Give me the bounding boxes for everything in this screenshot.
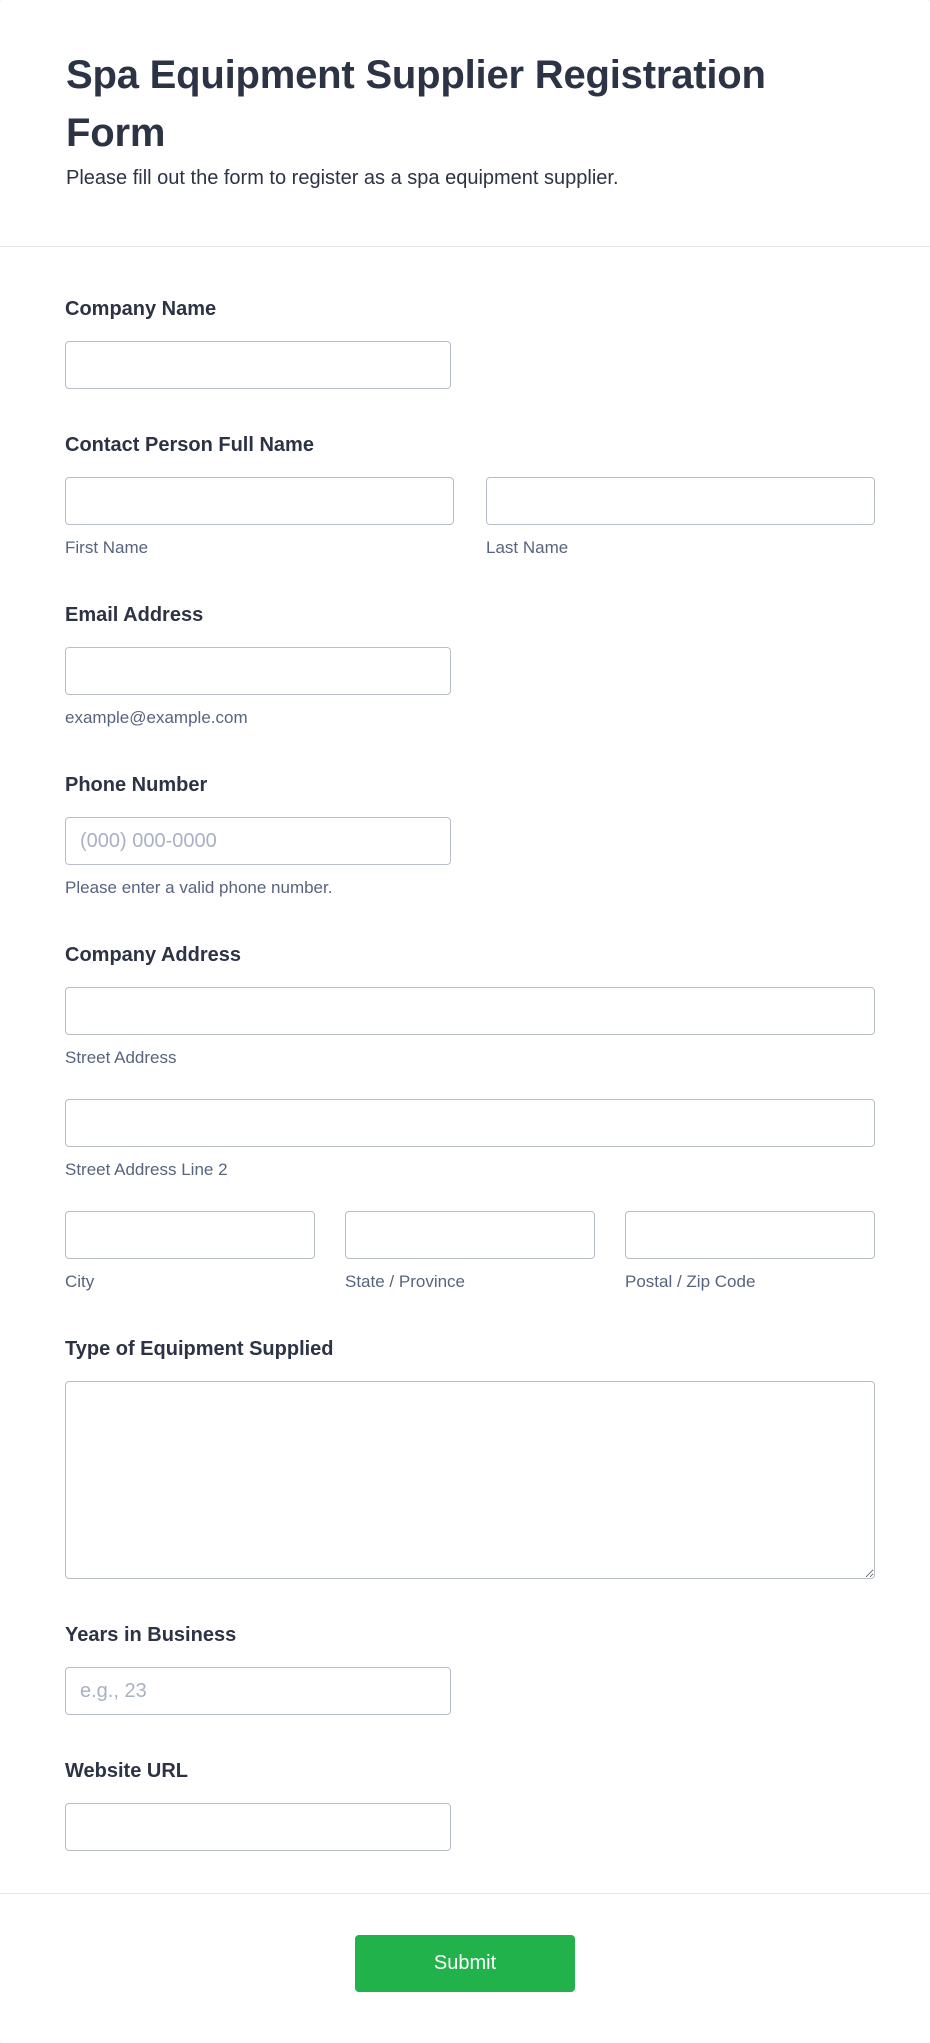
city-state-zip-row xyxy=(65,1211,875,1293)
submit-button[interactable]: Submit xyxy=(355,1935,575,1992)
form-subtitle: Please fill out the form to register as a spa equipment supplier. xyxy=(66,167,619,189)
street-address-input[interactable] xyxy=(65,987,875,1035)
contact-name-label: Contact Person Full Name xyxy=(65,434,314,456)
years-in-business-label: Years in Business xyxy=(65,1624,237,1646)
street-address2-sublabel: Street Address Line 2 xyxy=(65,1160,228,1179)
form-title-line1: Spa Equipment Supplier Registration xyxy=(66,53,766,97)
years-in-business-input[interactable] xyxy=(65,1667,451,1715)
company-address-label: Company Address xyxy=(65,944,241,966)
street-address2-input[interactable] xyxy=(65,1099,875,1147)
question-phone xyxy=(65,771,875,899)
zip-group xyxy=(625,1211,875,1293)
state-sublabel: State / Province xyxy=(345,1272,466,1291)
email-label: Email Address xyxy=(65,604,204,626)
first-name-group xyxy=(65,477,454,559)
form-title xyxy=(66,46,875,162)
question-email xyxy=(65,601,875,729)
zip-sublabel: Postal / Zip Code xyxy=(625,1272,756,1291)
zip-input[interactable] xyxy=(625,1211,875,1259)
equipment-type-label: Type of Equipment Supplied xyxy=(65,1338,334,1360)
first-name-input[interactable] xyxy=(65,477,454,525)
question-contact-name xyxy=(65,431,875,559)
first-name-sublabel: First Name xyxy=(65,538,149,557)
city-input[interactable] xyxy=(65,1211,315,1259)
last-name-sublabel: Last Name xyxy=(486,538,569,557)
name-fields-row xyxy=(65,477,875,559)
website-url-label: Website URL xyxy=(65,1760,188,1782)
question-equipment-type xyxy=(65,1335,875,1579)
question-company-name xyxy=(65,295,875,389)
question-years-in-business xyxy=(65,1621,875,1715)
phone-label: Phone Number xyxy=(65,774,208,796)
email-input[interactable] xyxy=(65,647,451,695)
phone-sublabel: Please enter a valid phone number. xyxy=(65,878,333,897)
form-title-line2: Form xyxy=(66,111,166,155)
equipment-type-textarea[interactable] xyxy=(65,1381,875,1579)
question-company-address xyxy=(65,941,875,1293)
question-website-url xyxy=(65,1757,875,1851)
email-sublabel: example@example.com xyxy=(65,708,248,727)
phone-input[interactable] xyxy=(65,817,451,865)
state-group xyxy=(345,1211,595,1293)
last-name-group xyxy=(486,477,875,559)
street-address-sublabel: Street Address xyxy=(65,1048,177,1067)
website-url-input[interactable] xyxy=(65,1803,451,1851)
city-sublabel: City xyxy=(65,1272,95,1291)
company-name-label: Company Name xyxy=(65,298,217,320)
state-input[interactable] xyxy=(345,1211,595,1259)
city-group xyxy=(65,1211,315,1293)
questions-list xyxy=(0,247,930,1851)
last-name-input[interactable] xyxy=(486,477,875,525)
company-name-input[interactable] xyxy=(65,341,451,389)
submit-area xyxy=(0,1894,930,2043)
form-header xyxy=(0,0,930,192)
